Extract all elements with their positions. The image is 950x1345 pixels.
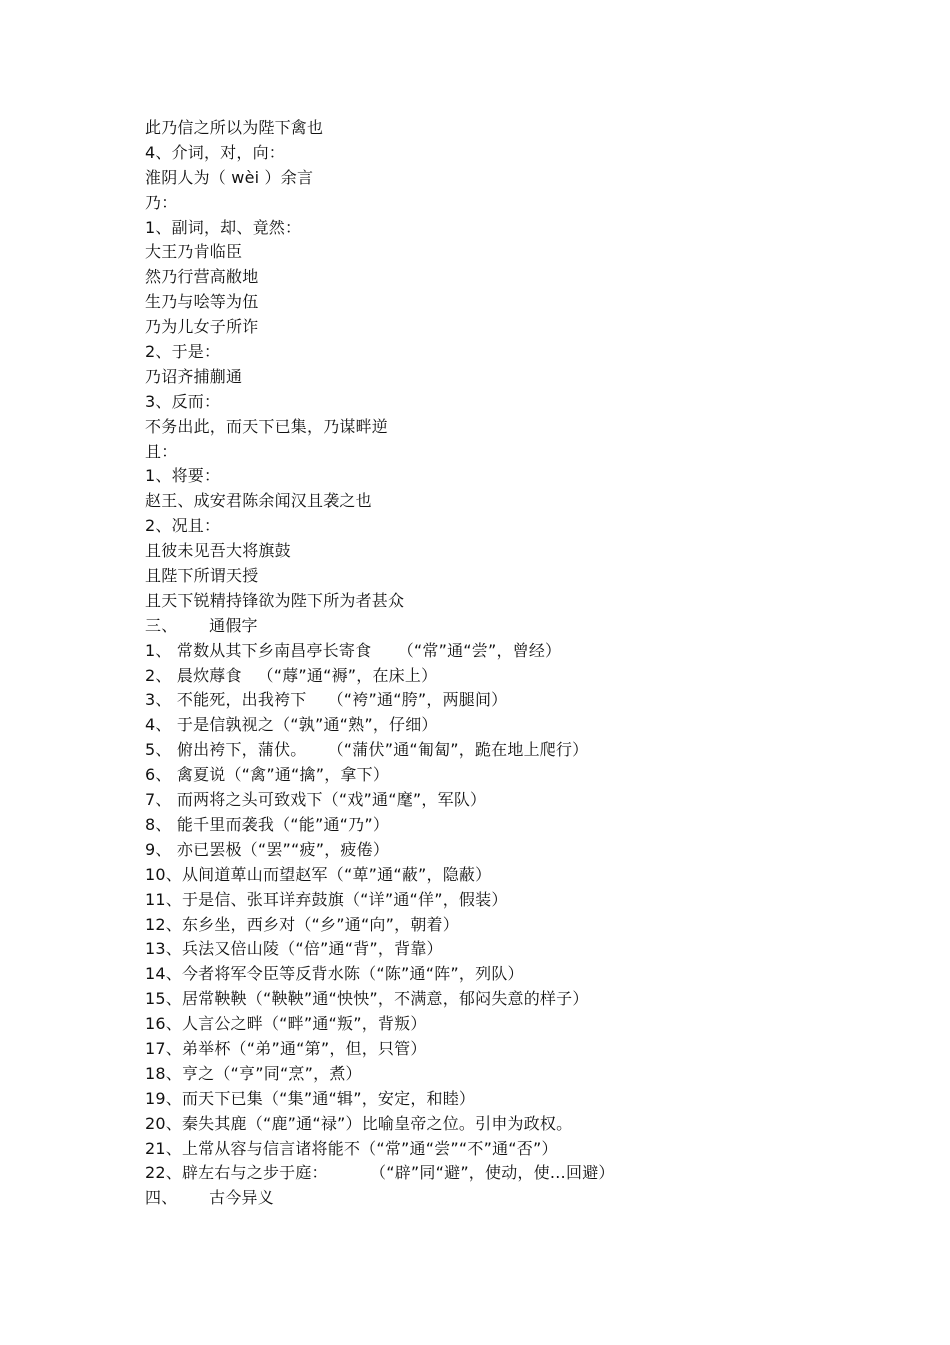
list-item: 17、弟举杯（“弟”通“第”，但，只管） [145, 1038, 427, 1058]
text-line: 2、况且： [145, 516, 221, 536]
list-item: 2、 晨炊蓐食 （“蓐”通“褥”，在床上） [145, 665, 438, 685]
document-body [145, 116, 885, 1211]
text-line: 且天下锐精持锋欲为陛下所为者甚众 [145, 590, 405, 610]
list-item: 13、兵法又倍山陵（“倍”通“背”，背靠） [145, 939, 443, 959]
text-line: 此乃信之所以为陛下禽也 [145, 118, 324, 137]
text-line: 淮阴人为（ wèi ）余言 [145, 167, 314, 187]
list-item: 19、而天下已集（“集”通“辑”，安定，和睦） [145, 1088, 476, 1108]
list-item: 18、亨之（“亨”同“烹”，煮） [145, 1063, 362, 1083]
list-item: 1、 常数从其下乡南昌亭长寄食 （“常”通“尝”，曾经） [145, 640, 562, 660]
list-item: 12、东乡坐，西乡对（“乡”通“向”，朝着） [145, 914, 459, 934]
text-line: 2、于是： [145, 342, 221, 362]
text-line: 1、副词，却、竟然： [145, 217, 302, 237]
text-line: 4、介词，对，向： [145, 142, 285, 162]
text-line: 乃为儿女子所诈 [145, 317, 259, 337]
list-item: 15、居常鞅鞅（“鞅鞅”通“怏怏”，不满意，郁闷失意的样子） [145, 989, 589, 1009]
list-item: 10、从间道萆山而望赵军（“萆”通“蔽”，隐蔽） [145, 864, 492, 884]
text-line: 不务出此，而天下已集，乃谋畔逆 [145, 416, 389, 436]
list-item: 4、 于是信孰视之（“孰”通“熟”，仔细） [145, 715, 438, 735]
list-item: 11、于是信、张耳详弃鼓旗（“详”通“佯”，假装） [145, 889, 508, 909]
list-item: 8、 能千里而袭我（“能”通“乃”） [145, 814, 390, 834]
list-item: 16、人言公之畔（“畔”通“叛”，背叛） [145, 1014, 427, 1034]
text-line: 且彼未见吾大将旗鼓 [145, 541, 291, 561]
text-line: 然乃行营高敝地 [145, 267, 259, 287]
text-line: 且陛下所谓天授 [145, 566, 259, 586]
list-item: 9、 亦已罢极（“罢”“疲”，疲倦） [145, 839, 390, 859]
list-item: 22、辟左右与之步于庭： （“辟”同“避”，使动，使…回避） [145, 1163, 615, 1183]
section-heading: 四、 古今异义 [145, 1188, 274, 1208]
text-line: 生乃与哙等为伍 [145, 292, 259, 312]
list-item: 14、今者将军令臣等反背水陈（“陈”通“阵”，列队） [145, 964, 524, 984]
list-item: 6、 禽夏说（“禽”通“擒”，拿下） [145, 765, 390, 785]
list-item: 7、 而两将之头可致戏下（“戏”通“麾”，军队） [145, 790, 487, 810]
text-line: 乃诏齐捕蒯通 [145, 366, 243, 386]
section-heading: 三、 通假字 [145, 615, 258, 635]
list-item: 5、 俯出袴下，蒲伏。 （“蒲伏”通“匍匐”，跪在地上爬行） [145, 740, 589, 760]
section-heading: 乃： [145, 192, 178, 212]
text-line: 1、将要： [145, 466, 221, 486]
text-line: 大王乃肯临臣 [145, 242, 243, 262]
list-item: 3、 不能死，出我袴下 （“袴”通“胯”，两腿间） [145, 690, 508, 710]
section-heading: 且： [145, 441, 178, 461]
text-line: 3、反而： [145, 391, 221, 411]
list-item: 20、秦失其鹿（“鹿”通“禄”）比喻皇帝之位。引申为政权。 [145, 1113, 573, 1133]
list-item: 21、上常从容与信言诸将能不（“常”通“尝”“不”通“否”） [145, 1138, 558, 1158]
text-line: 赵王、成安君陈余闻汉且袭之也 [145, 491, 372, 511]
